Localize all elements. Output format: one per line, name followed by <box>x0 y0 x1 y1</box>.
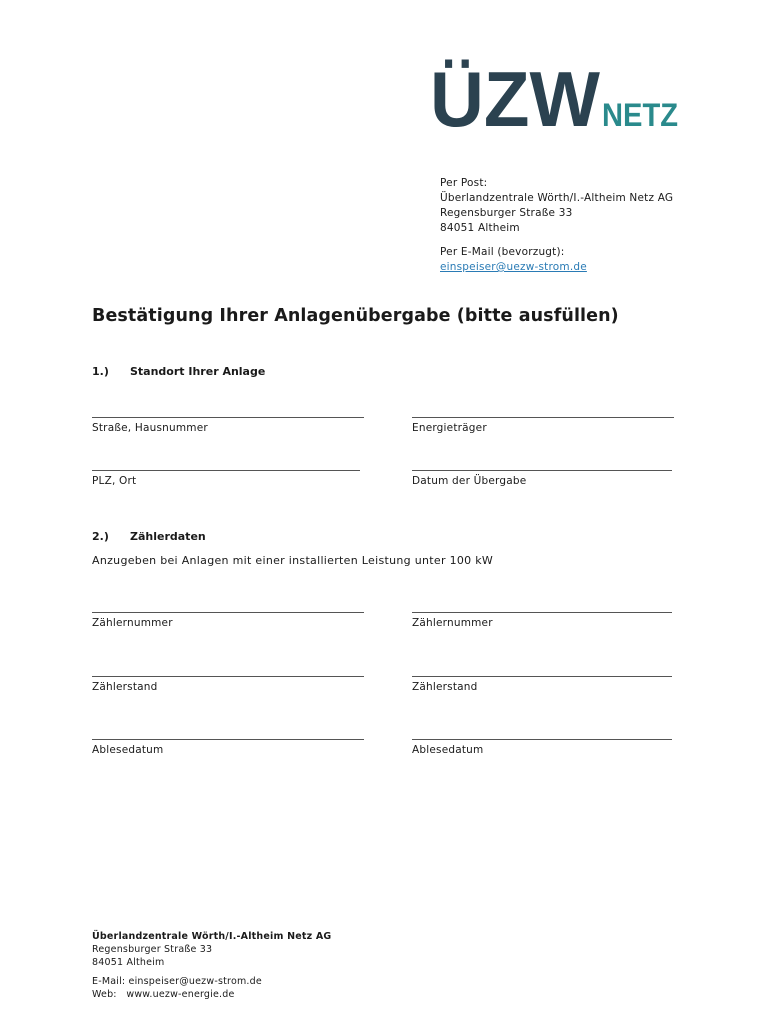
section-2-number: 2.) <box>92 530 109 543</box>
recipient-email-link[interactable]: einspeiser@uezw-strom.de <box>440 261 587 273</box>
document-title: Bestätigung Ihrer Anlagenübergabe (bitte ausfüllen) <box>92 306 619 326</box>
section-1-number: 1.) <box>92 365 109 378</box>
field-reading-date-2[interactable] <box>412 739 672 756</box>
recipient-address <box>440 176 673 275</box>
field-label: Zählernummer <box>92 617 173 629</box>
recipient-street: Regensburger Straße 33 <box>440 207 573 219</box>
field-zip-city[interactable] <box>92 470 360 487</box>
field-meter-reading-1[interactable] <box>92 676 364 693</box>
field-label: Datum der Übergabe <box>412 475 527 487</box>
footer-web: Web: www.uezw-energie.de <box>92 989 235 1000</box>
field-label: PLZ, Ort <box>92 475 137 487</box>
section-2-description: Anzugeben bei Anlagen mit einer installierten Leistung unter 100 kW <box>92 554 494 567</box>
section-2-title: Zählerdaten <box>130 530 206 543</box>
section-1-heading <box>92 365 265 378</box>
field-line[interactable] <box>92 739 364 740</box>
field-line[interactable] <box>92 612 364 613</box>
email-label: Per E-Mail (bevorzugt): <box>440 246 565 258</box>
field-label: Straße, Hausnummer <box>92 422 208 434</box>
section-1-title: Standort Ihrer Anlage <box>130 365 266 378</box>
field-meter-reading-2[interactable] <box>412 676 672 693</box>
uezw-netz-logo <box>430 50 680 132</box>
field-line[interactable] <box>412 470 672 471</box>
field-handover-date[interactable] <box>412 470 672 487</box>
field-label: Ablesedatum <box>412 744 484 756</box>
field-meter-number-2[interactable] <box>412 612 672 629</box>
post-label: Per Post: <box>440 177 488 189</box>
field-label: Zählernummer <box>412 617 493 629</box>
footer-email: E-Mail: einspeiser@uezw-strom.de <box>92 976 262 987</box>
field-line[interactable] <box>92 676 364 677</box>
field-line[interactable] <box>92 417 364 418</box>
field-label: Ablesedatum <box>92 744 164 756</box>
recipient-city: 84051 Altheim <box>440 222 520 234</box>
field-reading-date-1[interactable] <box>92 739 364 756</box>
field-label: Energieträger <box>412 422 487 434</box>
field-line[interactable] <box>412 612 672 613</box>
field-energy-source[interactable] <box>412 417 674 434</box>
footer-city: 84051 Altheim <box>92 957 165 968</box>
field-label: Zählerstand <box>92 681 158 693</box>
section-2-heading <box>92 530 206 543</box>
field-line[interactable] <box>92 470 360 471</box>
logo-main-text: ÜZW <box>430 55 601 132</box>
field-meter-number-1[interactable] <box>92 612 364 629</box>
field-label: Zählerstand <box>412 681 478 693</box>
field-street[interactable] <box>92 417 364 434</box>
footer-street: Regensburger Straße 33 <box>92 944 213 955</box>
field-line[interactable] <box>412 417 674 418</box>
logo-sub-text: NETZ <box>602 97 678 132</box>
field-line[interactable] <box>412 676 672 677</box>
recipient-company: Überlandzentrale Wörth/I.-Altheim Netz AG <box>440 192 674 204</box>
footer <box>92 930 331 1001</box>
footer-company: Überlandzentrale Wörth/I.-Altheim Netz AG <box>92 931 332 942</box>
field-line[interactable] <box>412 739 672 740</box>
